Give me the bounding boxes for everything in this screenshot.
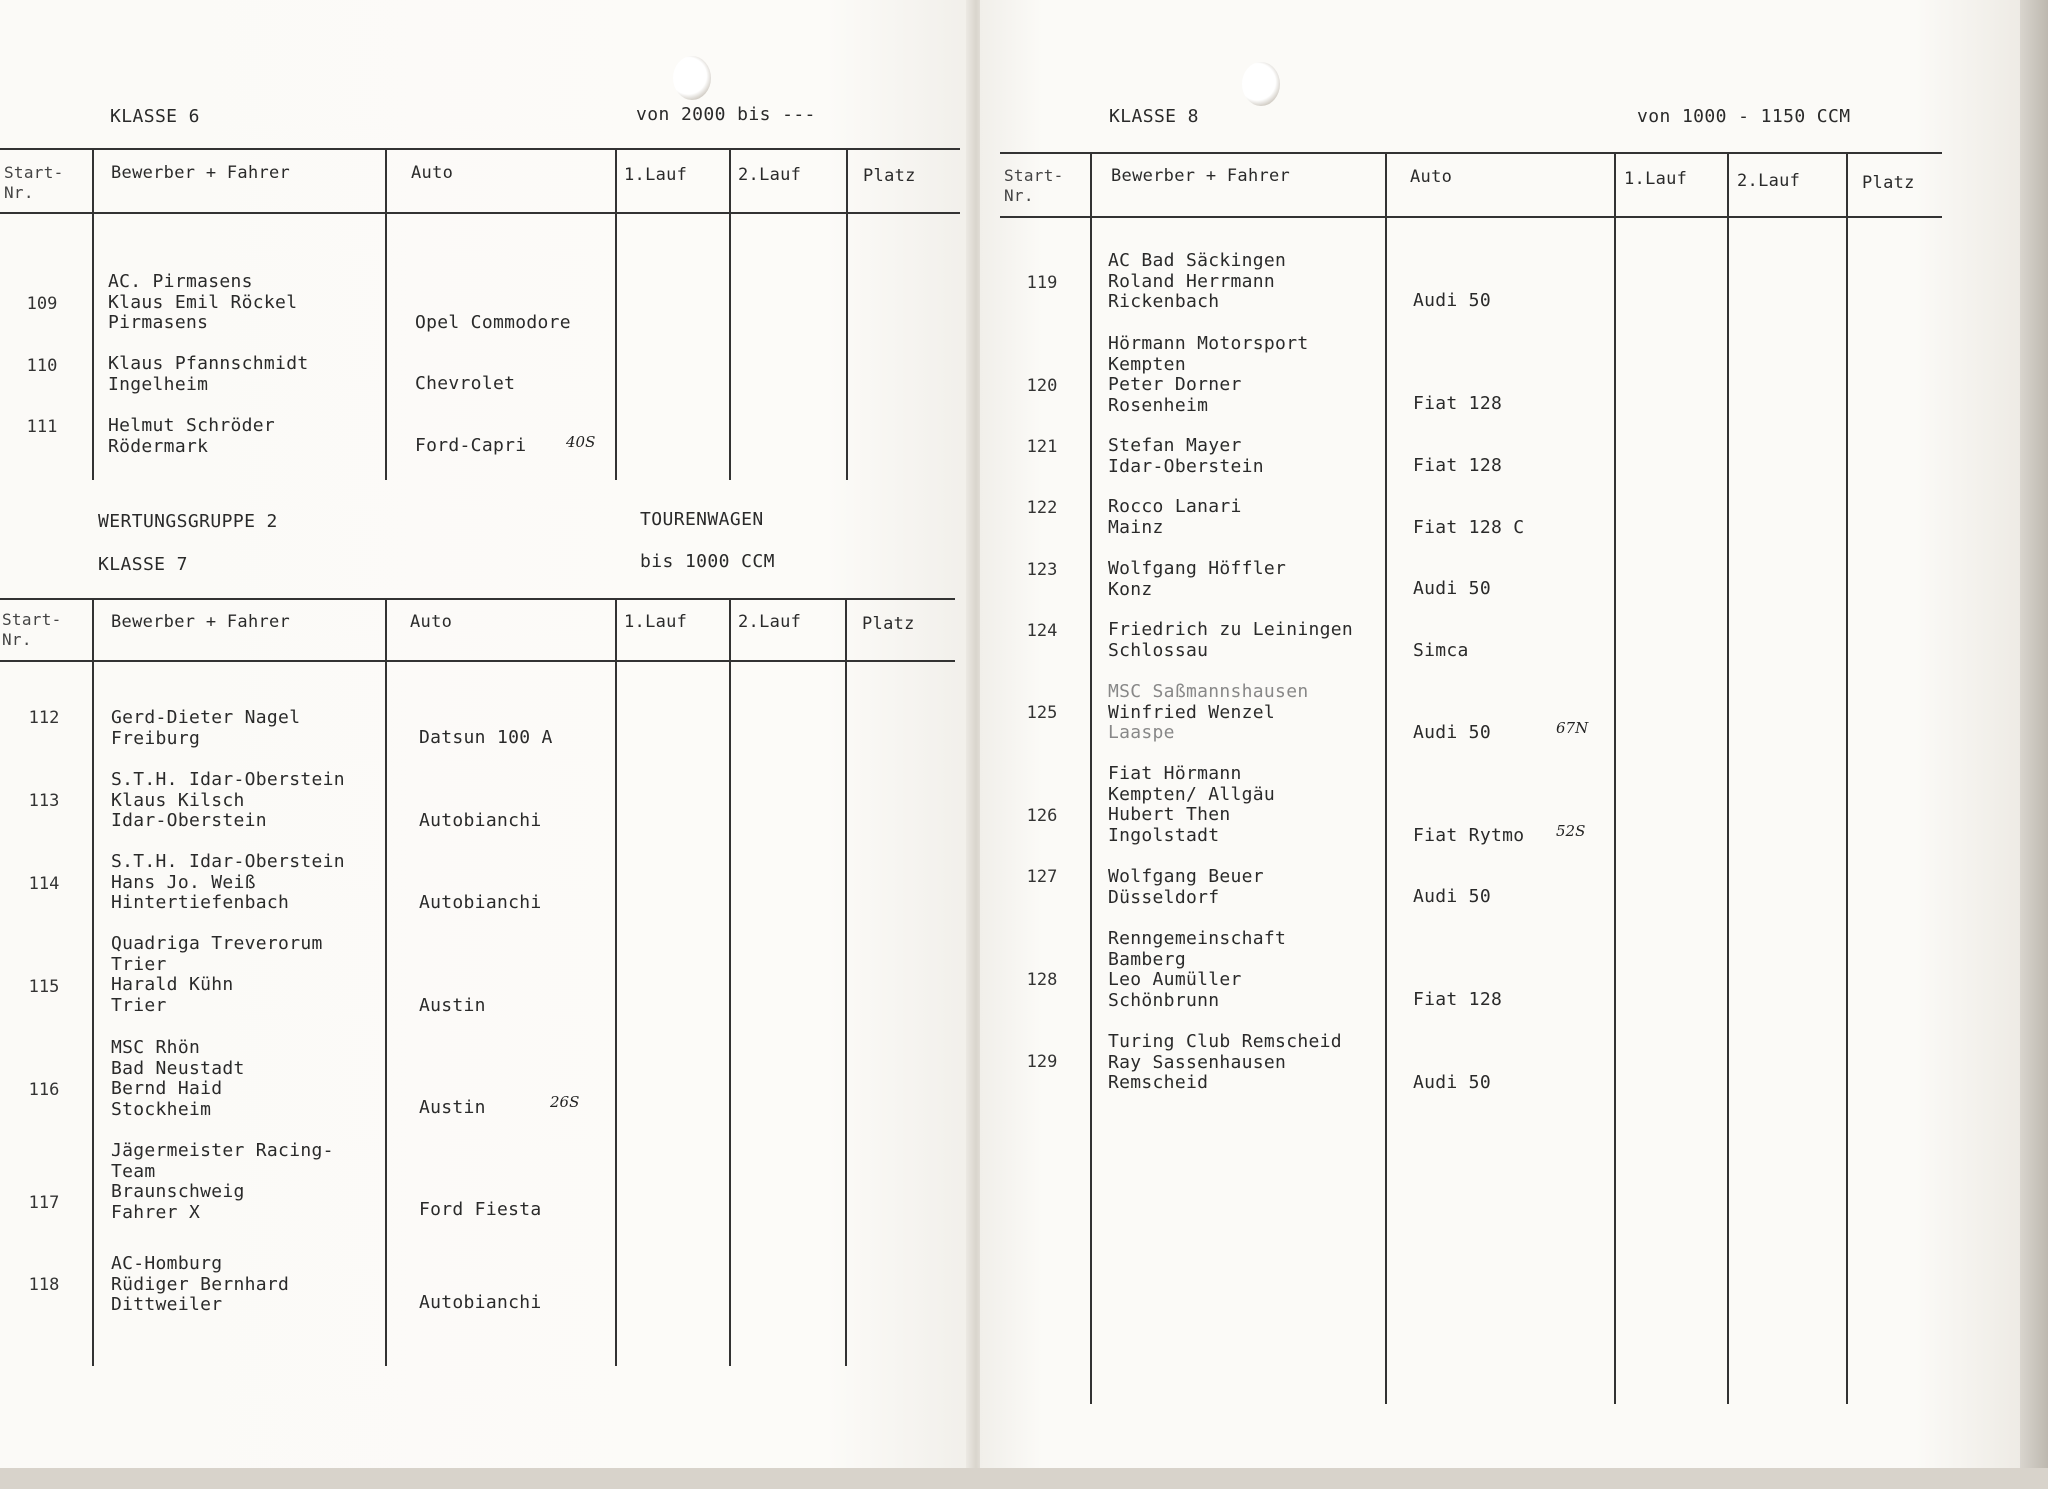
entry-number: 119 xyxy=(1026,273,1058,293)
entry-car: Datsun 100 A xyxy=(419,727,553,748)
col-car: Auto xyxy=(410,612,453,632)
col-car: Auto xyxy=(411,163,454,183)
entry-number: 128 xyxy=(1026,970,1058,990)
col-run1: 1.Lauf xyxy=(1624,169,1688,189)
wertungsgruppe-category: TOURENWAGEN xyxy=(640,509,764,530)
entry-entrant: Rocco Lanari Mainz xyxy=(1108,496,1242,538)
page-edge xyxy=(2020,0,2048,1489)
entry-number: 120 xyxy=(1026,376,1058,396)
handwritten-note: 40S xyxy=(566,433,596,451)
entry-entrant: Turing Club Remscheid Ray Sassenhausen Remscheid xyxy=(1108,1031,1342,1093)
entry-entrant: AC Bad Säckingen Roland Herrmann Rickenbach xyxy=(1108,250,1287,312)
col-entrant: Bewerber + Fahrer xyxy=(111,612,291,632)
col-place: Platz xyxy=(862,614,915,634)
entry-entrant: AC-Homburg Rüdiger Bernhard Dittweiler xyxy=(111,1253,290,1315)
entry-car: Audi 50 xyxy=(1413,578,1491,599)
entry-car: Simca xyxy=(1413,640,1469,661)
table2-col-line xyxy=(729,598,731,1366)
entry-entrant: Helmut Schröder Rödermark xyxy=(108,415,276,457)
table1-col-line xyxy=(846,148,848,480)
entry-car: Fiat 128 xyxy=(1413,455,1503,476)
col-entrant: Bewerber + Fahrer xyxy=(1111,166,1291,186)
col-start-nr: Start- Nr. xyxy=(2,610,62,649)
klasse6-title: KLASSE 6 xyxy=(110,106,200,127)
entry-number: 126 xyxy=(1026,806,1058,826)
entry-car: Autobianchi xyxy=(419,892,542,913)
table3-col-line xyxy=(1090,152,1092,1404)
klasse7-title: KLASSE 7 xyxy=(98,554,188,575)
entry-car: Audi 50 xyxy=(1413,886,1491,907)
entry-number: 129 xyxy=(1026,1052,1058,1072)
table2-col-line xyxy=(385,598,387,1366)
entry-car: Fiat 128 xyxy=(1413,989,1503,1010)
table2-col-line xyxy=(845,598,847,1366)
klasse7-range: bis 1000 CCM xyxy=(640,551,775,572)
entry-entrant: Quadriga Treverorum Trier Harald Kühn Trier xyxy=(111,933,323,1016)
col-run1: 1.Lauf xyxy=(624,165,688,185)
entry-number: 112 xyxy=(28,708,60,728)
entry-car: Fiat Rytmo xyxy=(1413,825,1525,846)
entry-entrant: MSC Rhön Bad Neustadt Bernd Haid Stockheim xyxy=(111,1037,245,1120)
entry-number: 114 xyxy=(28,874,60,894)
col-start-nr: Start- Nr. xyxy=(4,163,64,202)
col-place: Platz xyxy=(1862,173,1915,193)
entry-entrant: AC. Pirmasens Klaus Emil Röckel Pirmasens xyxy=(108,271,298,333)
table3-top-line xyxy=(1000,152,1942,154)
entry-car: Austin xyxy=(419,1097,486,1118)
entry-number: 125 xyxy=(1026,703,1058,723)
wertungsgruppe-title: WERTUNGSGRUPPE 2 xyxy=(98,511,278,532)
entry-number: 117 xyxy=(28,1193,60,1213)
table3-header-line xyxy=(1000,216,1942,218)
col-run1: 1.Lauf xyxy=(624,612,688,632)
entry-entrant: Wolfgang Beuer Düsseldorf xyxy=(1108,866,1264,908)
entry-number: 127 xyxy=(1026,867,1058,887)
entry-entrant: S.T.H. Idar-Oberstein Hans Jo. Weiß Hintertiefenbach xyxy=(111,851,345,913)
entry-number: 124 xyxy=(1026,621,1058,641)
entry-number: 118 xyxy=(28,1275,60,1295)
entry-number: 109 xyxy=(26,294,58,314)
entry-number: 122 xyxy=(1026,498,1058,518)
entry-car: Ford-Capri xyxy=(415,435,527,456)
table3-col-line xyxy=(1846,152,1848,1404)
table1-col-line xyxy=(615,148,617,480)
entry-entrant: Jägermeister Racing- Team Braunschweig Fahrer X xyxy=(111,1140,334,1223)
entry-car: Fiat 128 xyxy=(1413,393,1503,414)
table1-col-line xyxy=(729,148,731,480)
entry-number: 110 xyxy=(26,356,58,376)
entry-entrant: Stefan Mayer Idar-Oberstein xyxy=(1108,435,1264,477)
entry-car: Ford Fiesta xyxy=(419,1199,542,1220)
entry-entrant: Gerd-Dieter Nagel Freiburg xyxy=(111,707,301,749)
table3-col-line xyxy=(1385,152,1387,1404)
table1-col-line xyxy=(92,148,94,480)
handwritten-note: 26S xyxy=(550,1093,580,1111)
entry-car: Autobianchi xyxy=(419,1292,542,1313)
col-run2: 2.Lauf xyxy=(738,612,802,632)
col-place: Platz xyxy=(863,166,916,186)
bottom-edge xyxy=(0,1468,2048,1489)
table2-col-line xyxy=(92,598,94,1366)
entry-number: 121 xyxy=(1026,437,1058,457)
handwritten-note: 52S xyxy=(1556,822,1586,840)
entry-number: 116 xyxy=(28,1080,60,1100)
punch-hole-left xyxy=(673,56,711,100)
table1-header-line xyxy=(0,212,960,214)
entry-entrant: Renngemeinschaft Bamberg Leo Aumüller Schönbrunn xyxy=(1108,928,1287,1011)
entry-car: Chevrolet xyxy=(415,373,516,394)
col-entrant: Bewerber + Fahrer xyxy=(111,163,291,183)
table1-col-line xyxy=(385,148,387,480)
entry-entrant: MSC Saßmannshausen Winfried Wenzel Laaspe xyxy=(1108,681,1309,743)
table2-col-line xyxy=(615,598,617,1366)
table3-col-line xyxy=(1614,152,1616,1404)
entry-entrant: Hörmann Motorsport Kempten Peter Dorner Rosenheim xyxy=(1108,333,1309,416)
table1-top-line xyxy=(0,148,960,150)
col-car: Auto xyxy=(1410,167,1453,187)
entry-car: Fiat 128 C xyxy=(1413,517,1525,538)
entry-number: 123 xyxy=(1026,560,1058,580)
table2-top-line xyxy=(0,598,955,600)
col-start-nr: Start- Nr. xyxy=(1004,166,1064,205)
col-run2: 2.Lauf xyxy=(1737,171,1801,191)
entry-car: Audi 50 xyxy=(1413,1072,1491,1093)
col-run2: 2.Lauf xyxy=(738,165,802,185)
entry-entrant: Friedrich zu Leiningen Schlossau xyxy=(1108,619,1354,661)
entry-entrant: Fiat Hörmann Kempten/ Allgäu Hubert Then Ingolstadt xyxy=(1108,763,1276,846)
entry-car: Autobianchi xyxy=(419,810,542,831)
right-page xyxy=(980,0,2020,1489)
handwritten-note: 67N xyxy=(1556,719,1589,737)
entry-car: Austin xyxy=(419,995,486,1016)
entry-car: Audi 50 xyxy=(1413,722,1491,743)
entry-number: 111 xyxy=(26,417,58,437)
klasse6-range: von 2000 bis --- xyxy=(636,104,816,125)
left-page xyxy=(0,0,972,1489)
entry-entrant: Wolfgang Höffler Konz xyxy=(1108,558,1287,600)
entry-entrant: S.T.H. Idar-Oberstein Klaus Kilsch Idar-Oberstein xyxy=(111,769,345,831)
punch-hole-right xyxy=(1242,62,1280,106)
table3-col-line xyxy=(1727,152,1729,1404)
table2-header-line xyxy=(0,660,955,662)
entry-entrant: Klaus Pfannschmidt Ingelheim xyxy=(108,353,309,395)
klasse8-range: von 1000 - 1150 CCM xyxy=(1637,106,1851,127)
entry-car: Audi 50 xyxy=(1413,290,1491,311)
entry-car: Opel Commodore xyxy=(415,312,571,333)
entry-number: 113 xyxy=(28,791,60,811)
entry-number: 115 xyxy=(28,977,60,997)
klasse8-title: KLASSE 8 xyxy=(1109,106,1199,127)
